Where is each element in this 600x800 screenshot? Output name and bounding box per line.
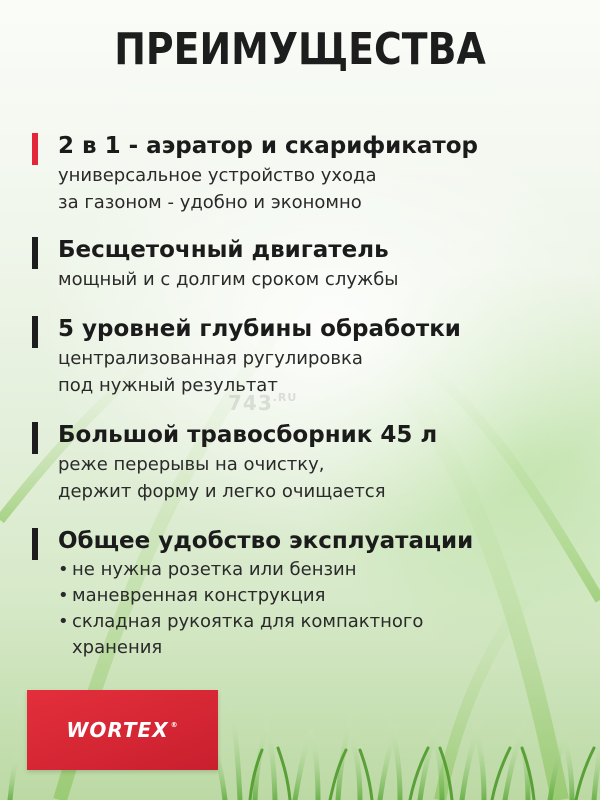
feature-bar — [32, 422, 38, 454]
bullet-text: хранения — [72, 637, 163, 658]
feature-accent-bar — [32, 133, 38, 165]
brand-logo-box — [27, 690, 218, 770]
bullet-item — [58, 583, 580, 609]
feature-title: Бесщеточный двигатель — [58, 237, 389, 263]
site-watermark — [228, 391, 297, 415]
feature-desc-line: за газоном - удобно и экономно — [58, 192, 362, 213]
feature-desc-line: централизованная ругулировка — [58, 348, 363, 369]
bullet-text: не нужна розетка или бензин — [72, 559, 357, 580]
feature-usability — [32, 525, 580, 661]
bullet-item — [58, 609, 580, 635]
bullet-item-continued — [58, 635, 580, 661]
feature-title: Общее удобство эксплуатации — [58, 528, 474, 554]
feature-desc-line: мощный и с долгим сроком службы — [58, 269, 399, 290]
feature-title: 2 в 1 - аэратор и скарификатор — [58, 133, 479, 159]
watermark-suffix: .RU — [272, 391, 298, 404]
bullet-text: маневренная конструкция — [72, 585, 326, 606]
feature-depth-levels — [32, 313, 580, 399]
bullet-text: складная рукоятка для компактного — [72, 611, 424, 632]
watermark-text: 743 — [228, 391, 273, 415]
bullet-dot-icon: • — [58, 559, 69, 580]
feature-desc-line: универсальное устройство ухода — [58, 165, 377, 186]
feature-desc-line: реже перерывы на очистку, — [58, 454, 325, 475]
feature-2in1 — [32, 130, 580, 216]
feature-title: Большой травосборник 45 л — [58, 422, 438, 448]
bullet-dot-icon: • — [58, 611, 69, 632]
wortex-logo — [66, 718, 178, 742]
page-title: ПРЕИМУЩЕСТВА — [114, 24, 486, 75]
feature-bar — [32, 316, 38, 348]
features-list — [32, 130, 580, 661]
bullet-item — [58, 557, 580, 583]
brand-name: WORTEX — [66, 718, 169, 742]
feature-grass-collector — [32, 419, 580, 505]
feature-desc-line: держит форму и легко очищается — [58, 481, 386, 502]
bullet-dot-icon: • — [58, 585, 69, 606]
feature-bar — [32, 237, 38, 269]
feature-bar — [32, 528, 38, 560]
feature-title: 5 уровней глубины обработки — [58, 316, 461, 342]
feature-desc-line: под нужный результат — [58, 375, 278, 396]
registered-mark: ® — [170, 721, 179, 729]
feature-bullet-list — [58, 557, 580, 661]
feature-brushless-motor — [32, 234, 580, 293]
